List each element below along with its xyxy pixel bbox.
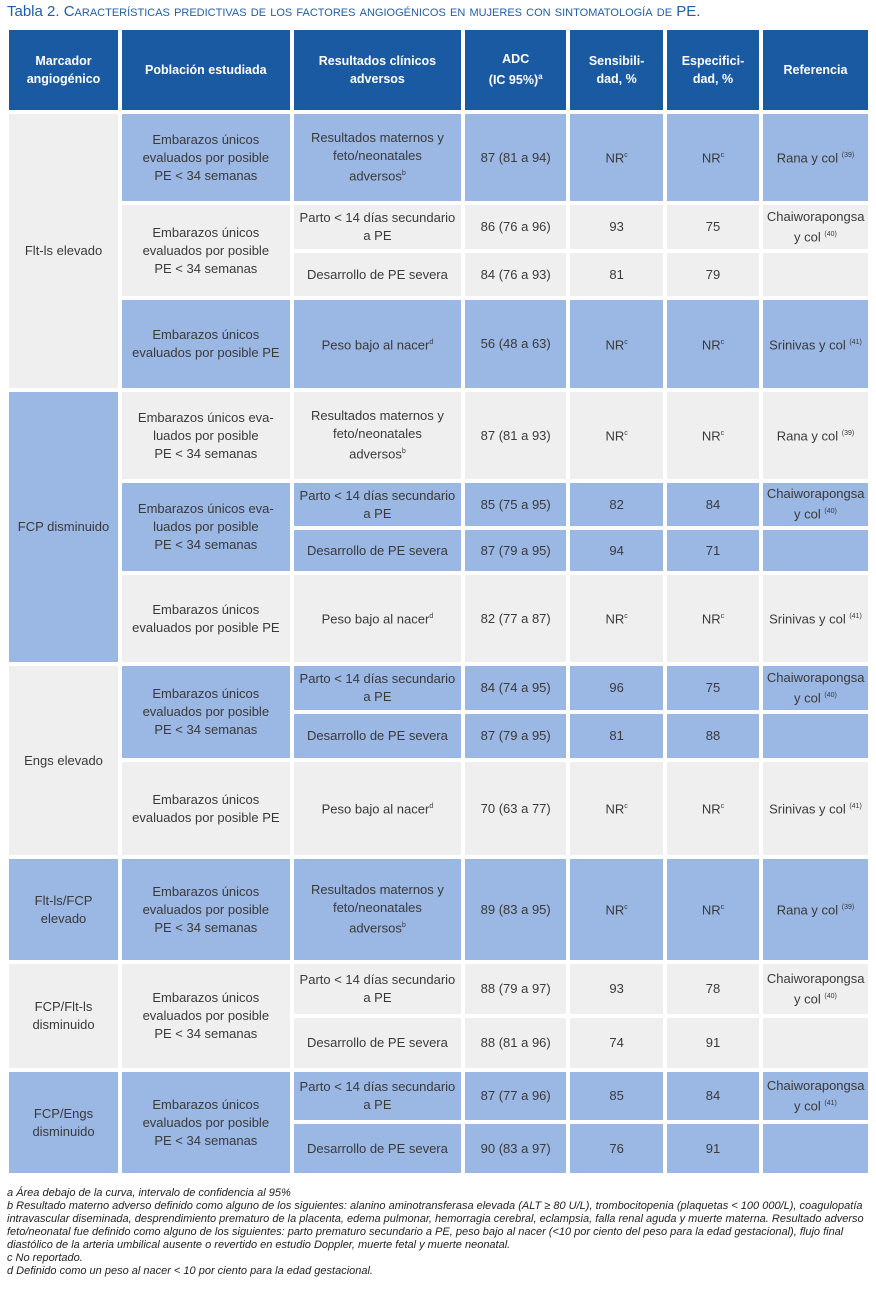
specificity-cell: 75: [667, 666, 759, 710]
outcome-cell: Peso bajo al nacer$^d$: [294, 762, 462, 855]
group-flt: Flt-ls elevado: [9, 114, 118, 388]
adc-cell: 84 (76 a 93): [465, 253, 566, 296]
header-marker: Marcador angiogénico: [9, 30, 118, 110]
population-cell: Embarazos únicos evaluados por posible PE: [122, 762, 290, 855]
reference-cell: Chaiworapongsa y col $^{(40)}$: [763, 666, 868, 710]
outcome-cell: Resultados maternos y feto/neonatales adversos$^b$: [294, 392, 462, 479]
table-row: [9, 1072, 868, 1120]
sensitivity-cell: 74: [570, 1018, 663, 1068]
table-row: [9, 114, 868, 201]
adc-cell: 88 (81 a 96): [465, 1018, 566, 1068]
specificity-cell: 84: [667, 1072, 759, 1120]
header-specificity: Especifici- dad, %: [667, 30, 759, 110]
footnote-c: c No reportado.: [7, 1252, 83, 1264]
caption-text: Características predictivas de los factores angiogénicos en mujeres con sintomatología de PE.: [63, 3, 701, 20]
sensitivity-cell: $NR^c$: [570, 392, 663, 479]
adc-cell: 85 (75 a 95): [465, 483, 566, 526]
specificity-cell: $NR^c$: [667, 859, 759, 960]
sensitivity-cell: $NR^c$: [570, 300, 663, 388]
population-cell: Embarazos únicos evaluados por posible PE: [122, 300, 290, 388]
sensitivity-cell: 96: [570, 666, 663, 710]
header-reference: Referencia: [763, 30, 868, 110]
specificity-cell: 75: [667, 205, 759, 249]
header-row: [9, 30, 868, 110]
sensitivity-cell: $NR^c$: [570, 575, 663, 662]
reference-cell: Rana y col $^{(39)}$: [763, 392, 868, 479]
reference-cell: [763, 530, 868, 571]
population-cell: Embarazos únicos eva- luados por posible PE < 34 semanas: [122, 392, 290, 479]
outcome-cell: Parto < 14 días secundario a PE: [294, 1072, 462, 1120]
footnote-b: b Resultado materno adverso definido como alguno de los siguientes: alanino aminotransferasa elevada (ALT ≥ 80 U/L), trombocitopenia (plaquetas < 100 000/L), coagulopatía intravascular diseminada, desprendimiento prematuro de la placenta, edema pulmonar, hemorragia cerebral, eclampsia, falla renal aguda y muerte materna. Resultado adverso feto/neonatal fue definido como alguno de los siguientes: parto prematuro secundario a PE, peso bajo al nacer (<10 por ciento del peso para la edad gestacional), flujo final diastólico de la arteria umbilical ausente o revertido en estudio Doppler, muerte fetal y muerte neonatal.: [7, 1200, 864, 1251]
adc-cell: 87 (79 a 95): [465, 714, 566, 758]
table-row: [9, 205, 868, 249]
table-row: [9, 483, 868, 526]
table-row: [9, 762, 868, 855]
reference-cell: Srinivas y col $^{(41)}$: [763, 575, 868, 662]
specificity-cell: 79: [667, 253, 759, 296]
outcome-cell: Desarrollo de PE severa: [294, 1018, 462, 1068]
group-fcpengs: FCP/Engs disminuido: [9, 1072, 118, 1173]
specificity-cell: $NR^c$: [667, 300, 759, 388]
table-row: [9, 575, 868, 662]
population-cell: Embarazos únicos evaluados por posible PE < 34 semanas: [122, 666, 290, 758]
reference-cell: Srinivas y col $^{(41)}$: [763, 300, 868, 388]
table-caption: [7, 3, 700, 20]
group-fcpflt: FCP/Flt-ls disminuido: [9, 964, 118, 1068]
table-row: [9, 300, 868, 388]
adc-cell: 88 (79 a 97): [465, 964, 566, 1014]
sensitivity-cell: 93: [570, 964, 663, 1014]
adc-cell: 87 (77 a 96): [465, 1072, 566, 1120]
outcome-cell: Desarrollo de PE severa: [294, 1124, 462, 1173]
adc-cell: 90 (83 a 97): [465, 1124, 566, 1173]
sensitivity-cell: $NR^c$: [570, 859, 663, 960]
specificity-cell: 91: [667, 1018, 759, 1068]
reference-cell: Chaiworapongsa y col $^{(40)}$: [763, 964, 868, 1014]
reference-cell: Rana y col $^{(39)}$: [763, 114, 868, 201]
outcome-cell: Peso bajo al nacer$^d$: [294, 575, 462, 662]
table-row: [9, 392, 868, 479]
outcome-cell: Peso bajo al nacer$^d$: [294, 300, 462, 388]
table-row: [9, 859, 868, 960]
reference-cell: Chaiworapongsa y col $^{(40)}$: [763, 483, 868, 526]
sensitivity-cell: 94: [570, 530, 663, 571]
population-cell: Embarazos únicos evaluados por posible PE < 34 semanas: [122, 859, 290, 960]
outcome-cell: Resultados maternos y feto/neonatales adversos$^b$: [294, 114, 462, 201]
specificity-cell: 78: [667, 964, 759, 1014]
footnotes: [7, 1187, 869, 1278]
adc-cell: 87 (79 a 95): [465, 530, 566, 571]
adc-cell: 84 (74 a 95): [465, 666, 566, 710]
outcome-cell: Desarrollo de PE severa: [294, 253, 462, 296]
group-engs: Engs elevado: [9, 666, 118, 855]
specificity-cell: 88: [667, 714, 759, 758]
population-cell: Embarazos únicos evaluados por posible PE < 34 semanas: [122, 964, 290, 1068]
outcome-cell: Parto < 14 días secundario a PE: [294, 483, 462, 526]
adc-cell: 87 (81 a 94): [465, 114, 566, 201]
sensitivity-cell: 82: [570, 483, 663, 526]
specificity-cell: $NR^c$: [667, 575, 759, 662]
sensitivity-cell: 76: [570, 1124, 663, 1173]
footnote-a: a Área debajo de la curva, intervalo de confidencia al 95%: [7, 1187, 291, 1199]
sensitivity-cell: 85: [570, 1072, 663, 1120]
sensitivity-cell: $NR^c$: [570, 762, 663, 855]
table-row: [9, 666, 868, 710]
reference-cell: Chaiworapongsa y col $^{(40)}$: [763, 205, 868, 249]
angiogenic-factors-table: [5, 26, 872, 1177]
outcome-cell: Desarrollo de PE severa: [294, 530, 462, 571]
sensitivity-cell: $NR^c$: [570, 114, 663, 201]
specificity-cell: $NR^c$: [667, 392, 759, 479]
adc-cell: 56 (48 a 63): [465, 300, 566, 388]
population-cell: Embarazos únicos evaluados por posible PE < 34 semanas: [122, 114, 290, 201]
caption-prefix: Tabla 2.: [7, 3, 60, 20]
adc-cell: 89 (83 a 95): [465, 859, 566, 960]
reference-cell: Chaiworapongsa y col $^{(41)}$: [763, 1072, 868, 1120]
outcome-cell: Desarrollo de PE severa: [294, 714, 462, 758]
population-cell: Embarazos únicos evaluados por posible PE < 34 semanas: [122, 205, 290, 296]
population-cell: Embarazos únicos evaluados por posible PE: [122, 575, 290, 662]
adc-cell: 82 (77 a 87): [465, 575, 566, 662]
outcome-cell: Resultados maternos y feto/neonatales adversos$^b$: [294, 859, 462, 960]
specificity-cell: 91: [667, 1124, 759, 1173]
adc-cell: 86 (76 a 96): [465, 205, 566, 249]
sensitivity-cell: 81: [570, 714, 663, 758]
specificity-cell: 84: [667, 483, 759, 526]
reference-cell: [763, 1124, 868, 1173]
specificity-cell: $NR^c$: [667, 114, 759, 201]
reference-cell: [763, 1018, 868, 1068]
outcome-cell: Parto < 14 días secundario a PE: [294, 205, 462, 249]
reference-cell: [763, 714, 868, 758]
group-fltfcp: Flt-ls/FCP elevado: [9, 859, 118, 960]
header-population: Población estudiada: [122, 30, 290, 110]
specificity-cell: 71: [667, 530, 759, 571]
header-outcomes: Resultados clínicos adversos: [294, 30, 462, 110]
group-fcp: FCP disminuido: [9, 392, 118, 662]
outcome-cell: Parto < 14 días secundario a PE: [294, 964, 462, 1014]
population-cell: Embarazos únicos eva- luados por posible PE < 34 semanas: [122, 483, 290, 571]
header-adc: ADC (IC 95%)$^a$: [465, 30, 566, 110]
adc-cell: 70 (63 a 77): [465, 762, 566, 855]
header-sensitivity: Sensibili- dad, %: [570, 30, 663, 110]
table-row: [9, 964, 868, 1014]
adc-cell: 87 (81 a 93): [465, 392, 566, 479]
reference-cell: [763, 253, 868, 296]
sensitivity-cell: 93: [570, 205, 663, 249]
population-cell: Embarazos únicos evaluados por posible PE < 34 semanas: [122, 1072, 290, 1173]
sensitivity-cell: 81: [570, 253, 663, 296]
reference-cell: Rana y col $^{(39)}$: [763, 859, 868, 960]
specificity-cell: $NR^c$: [667, 762, 759, 855]
reference-cell: Srinivas y col $^{(41)}$: [763, 762, 868, 855]
footnote-d: d Definido como un peso al nacer < 10 por ciento para la edad gestacional.: [7, 1265, 373, 1277]
outcome-cell: Parto < 14 días secundario a PE: [294, 666, 462, 710]
